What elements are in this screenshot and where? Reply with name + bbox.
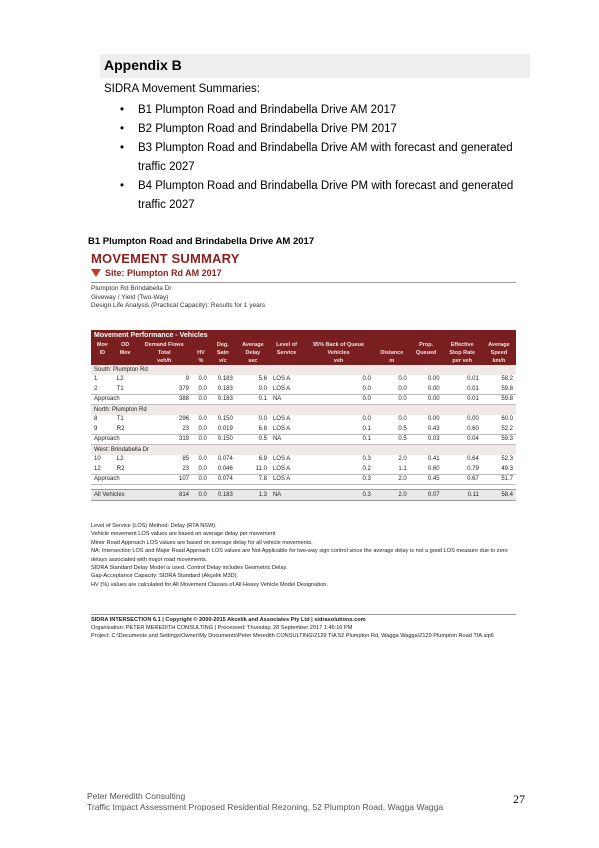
table-cell: Delay: [236, 349, 270, 357]
table-cell: 9: [94, 425, 98, 432]
page-number: 27: [513, 792, 525, 806]
note-line: HV (%) values are calculated for All Movement Classes of All Heavy Vehicle Model Designation.: [91, 581, 328, 588]
table-cell: 85: [182, 456, 190, 463]
movement-summary-title: MOVEMENT SUMMARY: [91, 251, 240, 266]
table-cell: Queued: [410, 349, 443, 357]
table-cell: 0.0: [198, 456, 207, 463]
table-cell: 2: [94, 385, 98, 392]
table-cell: 7.8: [236, 474, 270, 485]
table-cell: 52.3: [501, 456, 513, 463]
table-cell: 1.1: [398, 465, 407, 472]
table-row: [91, 424, 516, 434]
table-cell: 0.00: [427, 416, 440, 423]
table-cell: 0.0: [374, 394, 410, 405]
table-cell: 296: [179, 416, 190, 423]
table-cell: 59.3: [482, 434, 516, 445]
table-cell: Mov: [91, 341, 114, 349]
table-section-row: [91, 445, 516, 455]
table-row: [91, 464, 516, 474]
table-cell: LOS A: [272, 456, 291, 463]
table-cell: veh: [303, 357, 374, 365]
table-cell: 0.0: [192, 474, 210, 485]
table-cell: 0.67: [443, 474, 482, 485]
table-cell: 0.04: [443, 434, 482, 445]
table-cell: North: Plumpton Rd: [91, 405, 516, 415]
table-cell: 23: [182, 465, 190, 472]
table-cell: 0.0: [258, 416, 267, 423]
table-cell: 0.046: [217, 465, 233, 472]
table-cell: 0.0: [198, 416, 207, 423]
note-line: Gap-Acceptance Capacity: SIDRA Standard (Akçelik M3D).: [91, 573, 239, 580]
table-cell: 11.0: [255, 465, 267, 472]
table-cell: Vehicles: [303, 349, 374, 357]
table-cell: 60.0: [501, 416, 513, 423]
sidra-copyright: SIDRA INTERSECTION 6.1 | Copyright © 2000-2015 Akcelik and Associates Pty Ltd | sidrasolutions.com: [91, 617, 366, 623]
note-line: Vehicle movement LOS values are based on average delay per movement: [91, 531, 276, 538]
table-cell: Mov: [114, 349, 137, 357]
table-cell: [410, 357, 443, 365]
table-cell: 0.5: [398, 425, 407, 432]
table-cell: [374, 341, 410, 349]
table-banner: [91, 330, 516, 341]
table-cell: 12: [94, 465, 101, 472]
list-item: • B3 Plumpton Road and Brindabella Drive AM with forecast and generated traffic 2027: [120, 139, 520, 177]
table-cell: 0.019: [217, 425, 233, 432]
table-cell: Approach: [91, 434, 136, 445]
table-cell: 0.07: [410, 490, 443, 501]
table-section-row: [91, 405, 516, 415]
table-cell: Speed: [482, 349, 516, 357]
table-cell: 10: [94, 456, 101, 463]
table-cell: 0.074: [217, 456, 233, 463]
table-cell: South: Plumpton Rd: [91, 365, 516, 375]
appendix-title: Appendix B: [104, 57, 182, 73]
table-row: [91, 384, 516, 394]
table-cell: 0.79: [467, 465, 479, 472]
table-approach-row: [91, 434, 516, 445]
table-cell: [270, 357, 303, 365]
table-cell: LOS A: [272, 376, 291, 383]
table-cell: [114, 357, 137, 365]
page-footer: [87, 791, 443, 813]
table-cell: Level of: [270, 341, 303, 349]
table-cell: 0.183: [210, 394, 236, 405]
table-cell: 49.3: [501, 465, 513, 472]
table-cell: 6.9: [258, 456, 267, 463]
table-cell: 0.0: [398, 376, 407, 383]
table-cell: [192, 341, 210, 349]
table-cell: 0.0: [192, 490, 210, 501]
table-cell: 0.0: [192, 434, 210, 445]
table-cell: 0.0: [192, 394, 210, 405]
table-cell: m: [374, 357, 410, 365]
table-notes: [91, 522, 516, 589]
table-cell: LOS A: [270, 474, 303, 485]
table-cell: 0.0: [258, 385, 267, 392]
table-cell: NA: [270, 394, 303, 405]
table-cell: 2.0: [374, 474, 410, 485]
note-line: NA: Intersection LOS and Major Road Approach LOS values are Not Applicable for two-way sign control since the average delay is not a good LOS measure due to zero delays associated with major road movements.: [91, 548, 508, 563]
table-header-row: [91, 357, 516, 365]
table-cell: LOS A: [272, 385, 291, 392]
table-cell: 0.3: [303, 474, 374, 485]
table-cell: per veh: [443, 357, 482, 365]
site-analysis: Design Life Analysis (Practical Capacity): Results for 1 years: [91, 302, 266, 309]
appendix-intro: SIDRA Movement Summaries:: [104, 83, 260, 95]
table-cell: 95% Back of Queue: [303, 341, 374, 349]
figure-caption: B1 Plumpton Road and Brindabella Drive AM 2017: [88, 236, 315, 247]
table-cell: 5.6: [258, 376, 267, 383]
table-cell: 59.8: [482, 394, 516, 405]
table-cell: 0.01: [467, 376, 479, 383]
table-cell: Movement Performance - Vehicles: [91, 330, 516, 341]
table-cell: Average: [236, 341, 270, 349]
table-cell: 52.2: [501, 425, 513, 432]
table-cell: sec: [236, 357, 270, 365]
table-cell: Prop.: [410, 341, 443, 349]
table-header-row: [91, 349, 516, 357]
divider: [91, 614, 516, 615]
footer-report-title: Traffic Impact Assessment Proposed Residential Rezoning, 52 Plumpton Road, Wagga Wagga: [87, 802, 444, 812]
footer-company: Peter Meredith Consulting: [87, 791, 186, 801]
table-row: [91, 375, 516, 385]
table-cell: %: [192, 357, 210, 365]
sidra-project: Project: C:\Documents and Settings\Owner\My Documents\Peter Meredith CONSULTING\2129 TIA 52 Plumpton Rd, Wagga Wagga\2129 Plumpton Road TIA.sip6: [91, 632, 494, 639]
table-cell: 0.60: [427, 465, 440, 472]
list-item: • B4 Plumpton Road and Brindabella Drive PM with forecast and generated traffic 2027: [120, 177, 520, 215]
table-cell: 0.3: [362, 456, 371, 463]
table-cell: 0.01: [467, 385, 479, 392]
table-cell: 1.3: [236, 490, 270, 501]
table-cell: 0.5: [236, 434, 270, 445]
table-cell: R2: [116, 425, 125, 432]
table-cell: [91, 357, 114, 365]
table-cell: 0.0: [198, 465, 207, 472]
table-cell: 0.074: [210, 474, 236, 485]
list-item: • B1 Plumpton Road and Brindabella Drive AM 2017: [120, 101, 520, 120]
table-cell: Total: [136, 349, 192, 357]
note-line: Level of Service (LOS) Method: Delay (RTA NSW).: [91, 523, 217, 529]
table-cell: 2.0: [398, 456, 407, 463]
table-cell: 9: [185, 376, 190, 383]
table-cell: T1: [116, 416, 124, 423]
site-intersection: Plumpton Rd Brindabella Dr: [91, 285, 172, 292]
table-cell: 0.01: [443, 394, 482, 405]
table-row: [91, 455, 516, 465]
table-cell: 0.0: [362, 416, 371, 423]
table-cell: 0.3: [303, 490, 374, 501]
table-cell: 8: [94, 416, 98, 423]
table-cell: Stop Rate: [443, 349, 482, 357]
table-cell: LOS A: [272, 425, 291, 432]
triangle-icon: [91, 269, 101, 277]
table-cell: 379: [179, 385, 190, 392]
table-cell: 0.0: [398, 385, 407, 392]
table-cell: 0.0: [362, 385, 371, 392]
table-cell: 319: [136, 434, 192, 445]
table-row: [91, 415, 516, 425]
note-line: Minor Road Approach LOS values are based on average delay for all vehicle movements.: [91, 539, 313, 546]
table-cell: 0.03: [410, 434, 443, 445]
table-all-vehicles-row: [91, 490, 516, 501]
table-cell: 0.41: [427, 456, 440, 463]
sidra-footer: [91, 617, 516, 640]
table-cell: 0.150: [210, 434, 236, 445]
table-cell: 107: [136, 474, 192, 485]
table-cell: 59.8: [501, 385, 513, 392]
table-header-row: [91, 341, 516, 349]
table-cell: Approach: [91, 394, 136, 405]
divider: [91, 282, 516, 283]
table-cell: 0.183: [217, 385, 233, 392]
table-cell: 51.7: [482, 474, 516, 485]
table-cell: L2: [116, 456, 124, 463]
table-cell: 0.00: [467, 416, 479, 423]
table-cell: 0.1: [362, 425, 371, 432]
table-cell: T1: [116, 385, 124, 392]
table-approach-row: [91, 474, 516, 485]
table-cell: NA: [270, 434, 303, 445]
table-cell: 58.2: [501, 376, 513, 383]
table-cell: Approach: [91, 474, 136, 485]
table-cell: km/h: [482, 357, 516, 365]
table-cell: 0.0: [198, 425, 207, 432]
table-cell: 0.0: [398, 416, 407, 423]
table-cell: 6.8: [258, 425, 267, 432]
site-control: Giveway / Yield (Two-Way): [91, 293, 169, 301]
table-cell: West: Brindabella Dr: [91, 445, 516, 455]
table-approach-row: [91, 394, 516, 405]
table-cell: Deg.: [210, 341, 236, 349]
table-cell: 0.183: [210, 490, 236, 501]
table-cell: Satn: [210, 349, 236, 357]
table-cell: 0.1: [303, 434, 374, 445]
summary-list: [120, 101, 520, 215]
table-cell: HV: [192, 349, 210, 357]
table-cell: Demand Flows: [136, 341, 192, 349]
table-cell: LOS A: [272, 465, 291, 472]
table-cell: Distance: [374, 349, 410, 357]
note-line: SIDRA Standard Delay Model is used. Control Delay includes Geometric Delay.: [91, 565, 288, 572]
table-cell: 0.0: [362, 376, 371, 383]
table-cell: NA: [270, 490, 303, 501]
table-cell: 388: [136, 394, 192, 405]
table-cell: 814: [136, 490, 192, 501]
table-cell: All Vehicles: [91, 490, 136, 501]
table-cell: 0.5: [374, 434, 410, 445]
table-cell: 0.00: [427, 385, 440, 392]
table-cell: v/c: [210, 357, 236, 365]
table-cell: Average: [482, 341, 516, 349]
sidra-organisation: Organisation: PETER MEREDITH CONSULTING | Processed: Thursday, 28 September 2017 1:46:16 PM: [91, 624, 353, 631]
table-cell: 1: [94, 376, 98, 383]
table-cell: veh/h: [136, 357, 192, 365]
table-cell: 58.4: [482, 490, 516, 501]
table-cell: 0.00: [427, 376, 440, 383]
table-cell: 23: [182, 425, 190, 432]
list-item: • B2 Plumpton Road and Brindabella Drive PM 2017: [120, 120, 520, 139]
table-cell: LOS A: [272, 416, 291, 423]
table-section-row: [91, 365, 516, 375]
movement-performance-table: [91, 330, 516, 501]
table-cell: OD: [114, 341, 137, 349]
table-cell: 0.0: [198, 376, 207, 383]
table-cell: 0.60: [467, 425, 479, 432]
table-cell: ID: [91, 349, 114, 357]
site-heading: [91, 268, 222, 278]
table-cell: 0.1: [236, 394, 270, 405]
table-cell: L2: [116, 376, 124, 383]
table-cell: 2.0: [374, 490, 410, 501]
table-cell: 0.2: [362, 465, 371, 472]
table-cell: 0.0: [198, 385, 207, 392]
table-cell: 0.150: [217, 416, 233, 423]
table-cell: R2: [116, 465, 125, 472]
site-name: Site: Plumpton Rd AM 2017: [105, 268, 222, 278]
site-details: [91, 285, 265, 311]
table-cell: 0.43: [427, 425, 440, 432]
table-cell: Effective: [443, 341, 482, 349]
table-cell: Service: [270, 349, 303, 357]
table-cell: 0.45: [410, 474, 443, 485]
table-cell: 0.64: [467, 456, 479, 463]
table-cell: 0.11: [443, 490, 482, 501]
table-cell: 0.183: [217, 376, 233, 383]
table-cell: 0.0: [303, 394, 374, 405]
table-cell: 0.00: [410, 394, 443, 405]
